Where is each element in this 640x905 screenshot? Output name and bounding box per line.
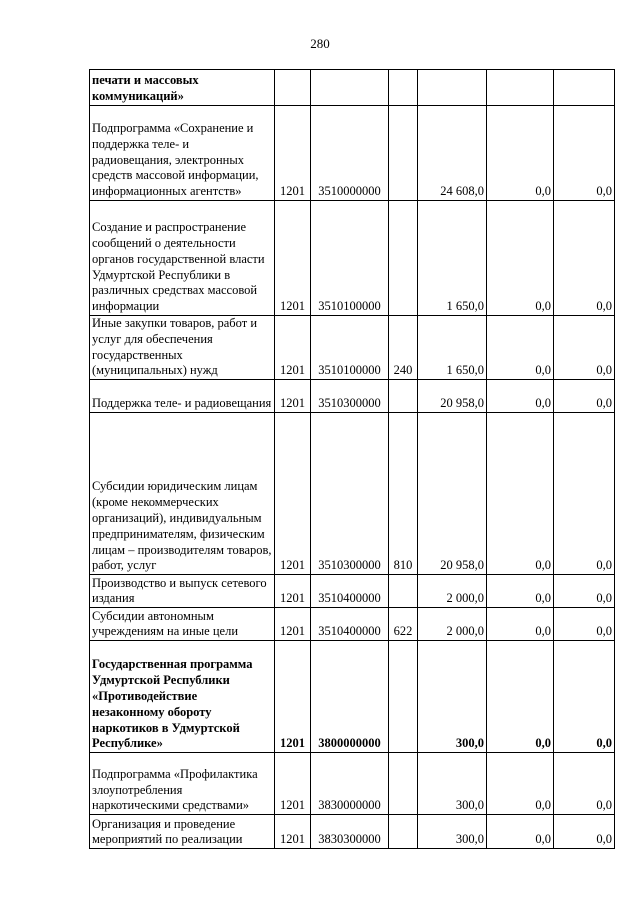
- table-row: [90, 380, 615, 413]
- amount-year3-cell: 0,0: [554, 575, 615, 608]
- target-article-cell: 3510400000: [311, 575, 389, 608]
- row-name-cell: Государственная программа Удмуртской Республики «Противодействие незаконному обороту наркотиков в Удмуртской Республике»: [90, 641, 275, 753]
- table-row: [90, 316, 615, 380]
- expense-type-cell: [389, 641, 418, 753]
- amount-year2-cell: 0,0: [487, 201, 554, 316]
- amount-year1-cell: 20 958,0: [418, 413, 487, 575]
- amount-year2-cell: 0,0: [487, 106, 554, 201]
- expense-type-cell: [389, 70, 418, 106]
- target-article-cell: 3510300000: [311, 380, 389, 413]
- section-code-cell: 1201: [275, 413, 311, 575]
- expense-type-cell: [389, 753, 418, 815]
- table-row: [90, 413, 615, 575]
- amount-year3-cell: 0,0: [554, 201, 615, 316]
- amount-year3-cell: 0,0: [554, 316, 615, 380]
- expense-type-cell: [389, 380, 418, 413]
- table-row: [90, 753, 615, 815]
- amount-year3-cell: 0,0: [554, 380, 615, 413]
- table-row: [90, 815, 615, 849]
- table-row: [90, 608, 615, 641]
- target-article-cell: 3830300000: [311, 815, 389, 849]
- amount-year3-cell: 0,0: [554, 106, 615, 201]
- section-code-cell: 1201: [275, 316, 311, 380]
- section-code-cell: 1201: [275, 575, 311, 608]
- expense-type-cell: 810: [389, 413, 418, 575]
- target-article-cell: 3510100000: [311, 201, 389, 316]
- target-article-cell: 3510100000: [311, 316, 389, 380]
- amount-year2-cell: 0,0: [487, 815, 554, 849]
- amount-year2-cell: 0,0: [487, 413, 554, 575]
- amount-year1-cell: [418, 70, 487, 106]
- amount-year2-cell: 0,0: [487, 316, 554, 380]
- budget-table: [89, 69, 615, 849]
- row-name-cell: Создание и распространение сообщений о деятельности органов государственной власти Удмуртской Республики в различных средствах массовой информации: [90, 201, 275, 316]
- amount-year1-cell: 1 650,0: [418, 316, 487, 380]
- table-row: [90, 106, 615, 201]
- row-name-cell: Подпрограмма «Профилактика злоупотребления наркотическими средствами»: [90, 753, 275, 815]
- amount-year2-cell: 0,0: [487, 608, 554, 641]
- section-code-cell: 1201: [275, 106, 311, 201]
- target-article-cell: 3510000000: [311, 106, 389, 201]
- table-row: [90, 70, 615, 106]
- amount-year1-cell: 20 958,0: [418, 380, 487, 413]
- expense-type-cell: [389, 106, 418, 201]
- row-name-cell: Субсидии юридическим лицам (кроме некоммерческих организаций), индивидуальным предпринимателям, физическим лицам – производителям товаров, работ, услуг: [90, 413, 275, 575]
- table-row: [90, 641, 615, 753]
- amount-year1-cell: 300,0: [418, 641, 487, 753]
- target-article-cell: [311, 70, 389, 106]
- row-name-cell: Производство и выпуск сетевого издания: [90, 575, 275, 608]
- amount-year1-cell: 2 000,0: [418, 575, 487, 608]
- expense-type-cell: 622: [389, 608, 418, 641]
- row-name-cell: Субсидии автономным учреждениям на иные цели: [90, 608, 275, 641]
- section-code-cell: 1201: [275, 201, 311, 316]
- row-name-cell: Подпрограмма «Сохранение и поддержка теле- и радиовещания, электронных средств массовой информации, информационных агентств»: [90, 106, 275, 201]
- amount-year1-cell: 300,0: [418, 753, 487, 815]
- target-article-cell: 3510300000: [311, 413, 389, 575]
- amount-year3-cell: 0,0: [554, 641, 615, 753]
- row-name-cell: Организация и проведение мероприятий по реализации: [90, 815, 275, 849]
- amount-year3-cell: [554, 70, 615, 106]
- amount-year3-cell: 0,0: [554, 815, 615, 849]
- expense-type-cell: 240: [389, 316, 418, 380]
- page-number: 280: [310, 36, 330, 51]
- amount-year3-cell: 0,0: [554, 608, 615, 641]
- section-code-cell: 1201: [275, 608, 311, 641]
- amount-year2-cell: [487, 70, 554, 106]
- amount-year1-cell: 300,0: [418, 815, 487, 849]
- section-code-cell: 1201: [275, 641, 311, 753]
- target-article-cell: 3800000000: [311, 641, 389, 753]
- amount-year2-cell: 0,0: [487, 575, 554, 608]
- amount-year3-cell: 0,0: [554, 753, 615, 815]
- expense-type-cell: [389, 575, 418, 608]
- section-code-cell: 1201: [275, 753, 311, 815]
- amount-year1-cell: 2 000,0: [418, 608, 487, 641]
- amount-year1-cell: 1 650,0: [418, 201, 487, 316]
- row-name-cell: Иные закупки товаров, работ и услуг для обеспечения государственных (муниципальных) нужд: [90, 316, 275, 380]
- amount-year3-cell: 0,0: [554, 413, 615, 575]
- expense-type-cell: [389, 815, 418, 849]
- row-name-cell: Поддержка теле- и радиовещания: [90, 380, 275, 413]
- section-code-cell: [275, 70, 311, 106]
- amount-year2-cell: 0,0: [487, 641, 554, 753]
- amount-year2-cell: 0,0: [487, 753, 554, 815]
- section-code-cell: 1201: [275, 815, 311, 849]
- table-row: [90, 575, 615, 608]
- row-name-cell: печати и массовых коммуникаций»: [90, 70, 275, 106]
- amount-year2-cell: 0,0: [487, 380, 554, 413]
- target-article-cell: 3830000000: [311, 753, 389, 815]
- target-article-cell: 3510400000: [311, 608, 389, 641]
- section-code-cell: 1201: [275, 380, 311, 413]
- amount-year1-cell: 24 608,0: [418, 106, 487, 201]
- table-row: [90, 201, 615, 316]
- table-body: [90, 70, 615, 849]
- expense-type-cell: [389, 201, 418, 316]
